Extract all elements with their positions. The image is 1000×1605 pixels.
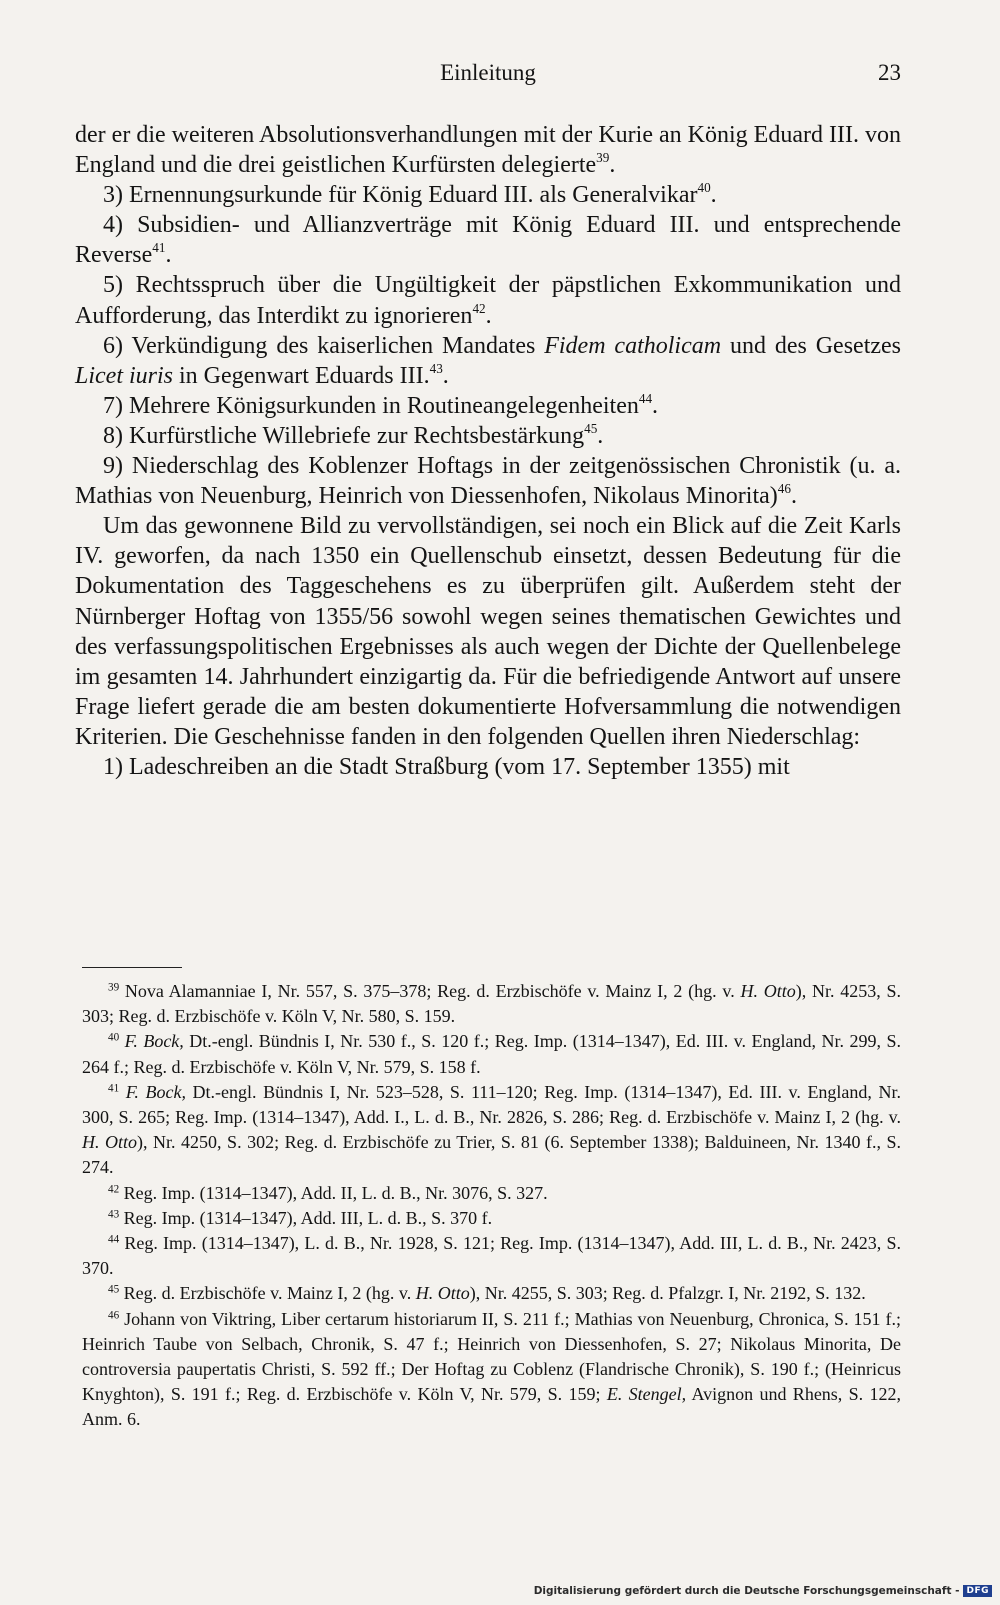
text-run: ), Nr. 4255, S. 303; Reg. d. Pfalzgr. I, Nr. 2192, S. 132. xyxy=(469,1283,866,1304)
footnote-reference: 42 xyxy=(472,300,486,316)
text-run: 4) Subsidien- und Allianzverträge mit König Eduard III. und entsprechende Reverse xyxy=(75,212,901,269)
paragraph xyxy=(75,270,901,330)
paragraph xyxy=(75,752,901,782)
footnote-reference: 41 xyxy=(152,240,166,256)
italic-text: F. Bock, xyxy=(124,1031,184,1052)
italic-text: H. Otto xyxy=(82,1132,138,1153)
text-run: . xyxy=(609,152,616,179)
text-run: . xyxy=(710,182,717,209)
footnote-reference: 40 xyxy=(697,180,711,196)
footnote-reference: 46 xyxy=(108,1308,120,1321)
italic-text: F. Bock, xyxy=(125,1081,186,1102)
text-run: . xyxy=(597,422,604,449)
running-title: Einleitung xyxy=(440,60,536,85)
footnote-reference: 41 xyxy=(108,1082,120,1095)
footnote-separator xyxy=(82,967,182,968)
main-text xyxy=(75,120,901,782)
text-run: und des Gesetzes xyxy=(721,332,902,359)
paragraph xyxy=(75,180,901,210)
paragraph xyxy=(75,421,901,451)
italic-text: Licet iuris xyxy=(75,362,174,389)
footnote-reference: 43 xyxy=(429,360,443,376)
text-run: 6) Verkündigung des kaiserlichen Mandates xyxy=(103,332,545,359)
paragraph xyxy=(75,511,901,752)
text-run: 8) Kurfürstliche Willebriefe zur Rechtsbestärkung xyxy=(103,422,585,449)
digitization-credit xyxy=(534,1583,992,1599)
text-run: der er die weiteren Absolutionsverhandlungen mit der Kurie an König Eduard III. von England und die drei geistlichen Kurfürsten delegierte xyxy=(75,122,901,179)
footnote-reference: 44 xyxy=(638,390,653,406)
footnote xyxy=(82,1206,901,1231)
footnote-reference: 43 xyxy=(108,1208,120,1221)
text-run: 7) Mehrere Königsurkunden in Routineangelegenheiten xyxy=(103,392,639,419)
text-run: 3) Ernennungsurkunde für König Eduard III. als Generalvikar xyxy=(103,182,698,209)
paragraph xyxy=(75,391,901,421)
footnote-reference: 39 xyxy=(108,981,120,994)
text-run: Reg. Imp. (1314–1347), Add. III, L. d. B., S. 370 f. xyxy=(119,1207,493,1228)
footnote xyxy=(82,979,901,1029)
footnote xyxy=(82,1080,901,1181)
text-run xyxy=(119,1082,126,1102)
text-run: . xyxy=(165,242,172,269)
text-run: Nova Alamanniae I, Nr. 557, S. 375–378; Reg. d. Erzbischöfe v. Mainz I, 2 (hg. v. xyxy=(119,981,741,1001)
dfg-logo: DFG xyxy=(963,1585,992,1597)
text-run: Avignon und Rhens, S. 122, Anm. 6. xyxy=(82,1384,901,1430)
paragraph xyxy=(75,210,901,270)
footnote-reference: 42 xyxy=(108,1182,120,1195)
footnote xyxy=(82,1307,901,1433)
text-run: 5) Rechtsspruch über die Ungültigkeit der päpstlichen Exkommunikation und Aufforderung, das Interdikt zu ignorieren xyxy=(75,272,901,329)
italic-text: Fidem catholicam xyxy=(544,332,722,359)
text-run: 9) Niederschlag des Koblenzer Hoftags in der zeitgenössischen Chronistik (u. a. Mathias von Neuenburg, Heinrich von Diessenhofen, Nikolaus Minorita) xyxy=(75,453,901,510)
text-run: ), Nr. 4253, S. 303; Reg. d. Erzbischöfe v. Köln V, Nr. 580, S. 159. xyxy=(82,981,902,1027)
page-number: 23 xyxy=(878,60,901,85)
footnotes xyxy=(82,979,901,1433)
text-run: Reg. d. Erzbischöfe v. Mainz I, 2 (hg. v. xyxy=(119,1283,416,1304)
text-run: . xyxy=(485,302,492,329)
paragraph xyxy=(75,331,901,391)
footnote xyxy=(82,1029,901,1079)
text-run: Um das gewonnene Bild zu vervollständigen, sei noch ein Blick auf die Zeit Karls IV. geworfen, da nach 1350 ein Quellenschub einsetzt, dessen Bedeutung für die Dokumentation des Taggeschehens es zu überprüfen gilt. Außerdem steht der Nürnberger Hoftag von 1355/56 sowohl wegen seines thematischen Gewichtes und des verfassungspolitischen Ergebnisses als auch wegen der Dichte der Quellenbelege im gesamten 14. Jahrhundert einzigartig da. Für die befriedigende Antwort auf unsere Frage liefert gerade die am besten dokumentierte Hofversammlung die notwendigen Kriterien. Die Geschehnisse fanden in den folgenden Quellen ihren Niederschlag: xyxy=(75,513,901,750)
footnote xyxy=(82,1181,901,1206)
footnote-reference: 45 xyxy=(584,421,598,437)
text-run: . xyxy=(442,362,449,389)
footnote-reference: 39 xyxy=(596,150,610,166)
footnote-reference: 44 xyxy=(108,1233,120,1246)
italic-text: H. Otto xyxy=(415,1283,470,1304)
text-run: Johann von Viktring, Liber certarum historiarum II, S. 211 f.; Mathias von Neuenburg, Chronica, S. 151 f.; Heinrich Taube von Selbach, Chronik, S. 47 f.; Heinrich von Diessenhofen, S. 27; Nikolaus Minorita, De controversia paupertatis Christi, S. 592 ff.; Der Hoftag zu Coblenz (Flandrische Chronik), S. 190 f.; (Heinricus Knyghton), S. 191 f.; Reg. d. Erzbischöfe v. Köln V, Nr. 579, S. 159; xyxy=(82,1308,901,1405)
text-run: . xyxy=(790,483,797,510)
paragraph xyxy=(75,451,901,511)
text-run: in Gegenwart Eduards III. xyxy=(173,362,430,389)
text-run: ), Nr. 4250, S. 302; Reg. d. Erzbischöfe zu Trier, S. 81 (6. September 1338); Balduineen, Nr. 1340 f., S. 274. xyxy=(82,1132,901,1178)
credit-text: Digitalisierung gefördert durch die Deutsche Forschungsgemeinschaft - xyxy=(533,1585,960,1597)
text-run: Dt.-engl. Bündnis I, Nr. 530 f., S. 120 f.; Reg. Imp. (1314–1347), Ed. III. v. England, Nr. 299, S. 264 f.; Reg. d. Erzbischöfe v. Köln V, Nr. 579, S. 158 f. xyxy=(82,1031,902,1077)
footnote xyxy=(82,1231,901,1281)
italic-text: E. Stengel, xyxy=(606,1384,687,1405)
text-run: 1) Ladeschreiben an die Stadt Straßburg (vom 17. September 1355) mit xyxy=(103,753,790,780)
footnote xyxy=(82,1281,901,1306)
page-header xyxy=(75,60,901,94)
footnote-reference: 46 xyxy=(777,481,791,497)
text-run: Dt.-engl. Bündnis I, Nr. 523–528, S. 111–120; Reg. Imp. (1314–1347), Ed. III. v. England, Nr. 300, S. 265; Reg. Imp. (1314–1347), Add. I., L. d. B., Nr. 2826, S. 286; Reg. d. Erzbischöfe v. Mainz I, 2 (hg. v. xyxy=(82,1081,901,1128)
paragraph xyxy=(75,120,901,180)
text-run: . xyxy=(652,392,659,419)
text-run: Reg. Imp. (1314–1347), Add. II, L. d. B., Nr. 3076, S. 327. xyxy=(119,1182,548,1203)
footnote-reference: 45 xyxy=(108,1283,120,1296)
text-run: Reg. Imp. (1314–1347), L. d. B., Nr. 1928, S. 121; Reg. Imp. (1314–1347), Add. III, L. d. B., Nr. 2423, S. 370. xyxy=(82,1233,901,1279)
italic-text: H. Otto xyxy=(740,981,796,1001)
footnote-reference: 40 xyxy=(108,1031,120,1044)
